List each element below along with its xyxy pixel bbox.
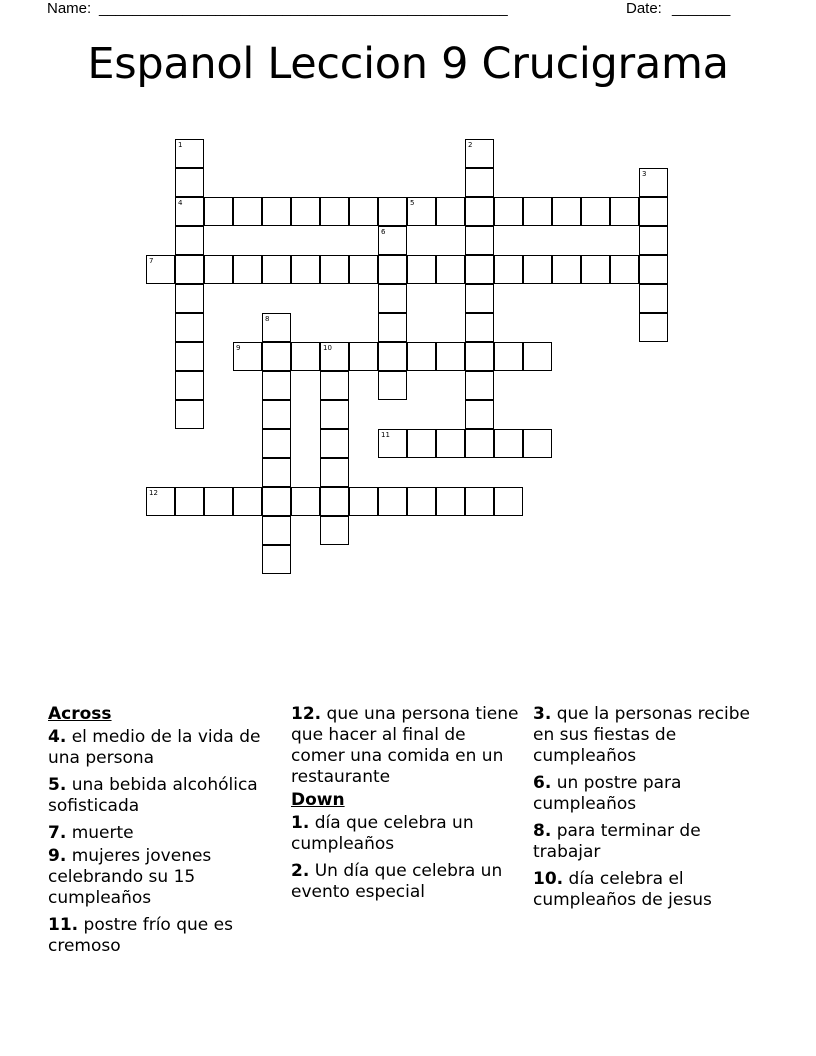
crossword-cell[interactable]: [349, 255, 378, 284]
crossword-cell[interactable]: [378, 487, 407, 516]
crossword-cell[interactable]: [204, 487, 233, 516]
crossword-cell[interactable]: [436, 197, 465, 226]
clue-number: 4.: [48, 727, 67, 747]
cell-number: 3: [642, 170, 647, 178]
cell-number: 12: [149, 489, 158, 497]
crossword-cell[interactable]: [262, 429, 291, 458]
clue-text: para terminar de trabajar: [533, 821, 701, 862]
crossword-cell[interactable]: [552, 255, 581, 284]
crossword-cell[interactable]: [233, 255, 262, 284]
clue-text: mujeres jovenes celebrando su 15 cumpleaños: [48, 846, 212, 908]
clue-text: un postre para cumpleaños: [533, 773, 682, 814]
crossword-cell[interactable]: [262, 458, 291, 487]
crossword-cell[interactable]: [407, 429, 436, 458]
crossword-cell[interactable]: [436, 487, 465, 516]
crossword-cell[interactable]: [320, 458, 349, 487]
clue-number: 2.: [291, 861, 310, 881]
crossword-cell[interactable]: [639, 255, 668, 284]
crossword-cell[interactable]: [639, 226, 668, 255]
crossword-cell[interactable]: [523, 429, 552, 458]
crossword-cell[interactable]: [175, 197, 204, 226]
crossword-cell[interactable]: [581, 255, 610, 284]
crossword-cell[interactable]: [378, 255, 407, 284]
crossword-cell[interactable]: [262, 255, 291, 284]
crossword-cell[interactable]: [465, 255, 494, 284]
crossword-cell[interactable]: [436, 342, 465, 371]
crossword-cell[interactable]: [465, 342, 494, 371]
date-blank[interactable]: _______: [672, 0, 731, 17]
clue-down-10: [533, 869, 765, 911]
crossword-cell[interactable]: [465, 313, 494, 342]
cell-number: 11: [381, 431, 390, 439]
crossword-cell[interactable]: [175, 400, 204, 429]
clue-number: 5.: [48, 775, 67, 795]
clue-across-4: [48, 727, 280, 769]
clue-across-5: [48, 775, 280, 817]
clue-number: 7.: [48, 823, 67, 843]
crossword-cell[interactable]: [204, 197, 233, 226]
crossword-cell[interactable]: [407, 197, 436, 226]
crossword-cell[interactable]: [407, 342, 436, 371]
cell-number: 9: [236, 344, 241, 352]
crossword-cell[interactable]: [175, 487, 204, 516]
clue-text: que la personas recibe en sus fiestas de cumpleaños: [533, 704, 751, 766]
crossword-cell[interactable]: [291, 342, 320, 371]
name-blank[interactable]: _________________________________________________: [99, 0, 508, 17]
clue-number: 9.: [48, 846, 67, 866]
crossword-cell[interactable]: [233, 197, 262, 226]
clue-text: muerte: [71, 823, 134, 843]
across-heading: Across: [48, 704, 112, 724]
crossword-cell[interactable]: [262, 487, 291, 516]
crossword-cell[interactable]: [175, 255, 204, 284]
clue-text: que una persona tiene que hacer al final de comer una comida en un restaurante: [291, 704, 519, 787]
crossword-cell[interactable]: [378, 197, 407, 226]
crossword-cell[interactable]: [175, 284, 204, 313]
crossword-cell[interactable]: [465, 371, 494, 400]
crossword-cell[interactable]: [320, 371, 349, 400]
cell-number: 1: [178, 141, 183, 149]
crossword-cell[interactable]: [465, 168, 494, 197]
clue-number: 11.: [48, 915, 79, 935]
clue-down-8: [533, 821, 765, 863]
clue-text: día celebra el cumpleaños de jesus: [533, 869, 712, 910]
crossword-cell[interactable]: [494, 197, 523, 226]
crossword-cell[interactable]: [523, 255, 552, 284]
clue-down-2: [291, 861, 523, 903]
crossword-cell[interactable]: [262, 516, 291, 545]
clue-number: 8.: [533, 821, 552, 841]
crossword-cell[interactable]: [262, 545, 291, 574]
crossword-cell[interactable]: [494, 429, 523, 458]
date-label: Date:: [626, 0, 662, 17]
crossword-cell[interactable]: [639, 313, 668, 342]
crossword-cell[interactable]: [378, 226, 407, 255]
crossword-cell[interactable]: [175, 168, 204, 197]
cell-number: 8: [265, 315, 270, 323]
crossword-cell[interactable]: [465, 197, 494, 226]
crossword-cell[interactable]: [378, 429, 407, 458]
clue-across-9: [48, 846, 280, 909]
crossword-cell[interactable]: [291, 255, 320, 284]
crossword-cell[interactable]: [262, 197, 291, 226]
clue-column-1: [48, 704, 280, 963]
crossword-cell[interactable]: [407, 255, 436, 284]
crossword-cell[interactable]: [320, 429, 349, 458]
name-label: Name:: [47, 0, 92, 17]
clue-down-1: [291, 813, 523, 855]
cell-number: 2: [468, 141, 473, 149]
crossword-cell[interactable]: [465, 429, 494, 458]
crossword-cell[interactable]: [523, 342, 552, 371]
clue-number: 6.: [533, 773, 552, 793]
crossword-cell[interactable]: [349, 487, 378, 516]
cell-number: 5: [410, 199, 415, 207]
crossword-cell[interactable]: [262, 400, 291, 429]
crossword-cell[interactable]: [378, 371, 407, 400]
crossword-cell[interactable]: [262, 342, 291, 371]
crossword-cell[interactable]: [465, 284, 494, 313]
crossword-cell[interactable]: [639, 284, 668, 313]
crossword-cell[interactable]: [639, 197, 668, 226]
crossword-cell[interactable]: [204, 255, 233, 284]
crossword-cell[interactable]: [146, 487, 175, 516]
cell-number: 6: [381, 228, 386, 236]
crossword-cell[interactable]: [494, 342, 523, 371]
cell-number: 4: [178, 199, 183, 207]
clue-text: postre frío que es cremoso: [48, 915, 233, 956]
crossword-cell[interactable]: [262, 371, 291, 400]
crossword-cell[interactable]: [581, 197, 610, 226]
cell-number: 10: [323, 344, 332, 352]
crossword-cell[interactable]: [320, 255, 349, 284]
crossword-cell[interactable]: [175, 371, 204, 400]
crossword-cell[interactable]: [378, 284, 407, 313]
crossword-cell[interactable]: [465, 139, 494, 168]
crossword-cell[interactable]: [465, 226, 494, 255]
page-title: Espanol Leccion 9 Crucigrama: [87, 39, 729, 89]
crossword-cell[interactable]: [465, 487, 494, 516]
clue-text: una bebida alcohólica sofisticada: [48, 775, 258, 816]
crossword-cell[interactable]: [233, 342, 262, 371]
clue-across-7: [48, 823, 280, 844]
crossword-cell[interactable]: [494, 255, 523, 284]
crossword-cell[interactable]: [552, 197, 581, 226]
clue-text: día que celebra un cumpleaños: [291, 813, 474, 854]
crossword-cell[interactable]: [349, 342, 378, 371]
crossword-cell[interactable]: [494, 487, 523, 516]
crossword-cell[interactable]: [639, 168, 668, 197]
crossword-cell[interactable]: [349, 197, 378, 226]
crossword-cell[interactable]: [465, 400, 494, 429]
crossword-cell[interactable]: [291, 487, 320, 516]
down-heading: Down: [291, 790, 345, 810]
crossword-cell[interactable]: [378, 313, 407, 342]
clue-text: el medio de la vida de una persona: [48, 727, 261, 768]
clue-number: 3.: [533, 704, 552, 724]
crossword-cell[interactable]: [291, 197, 320, 226]
clue-down-6: [533, 773, 765, 815]
clue-across-12: [291, 704, 523, 788]
crossword-cell[interactable]: [175, 342, 204, 371]
clue-column-3: [533, 704, 765, 917]
clue-number: 10.: [533, 869, 564, 889]
crossword-cell[interactable]: [436, 255, 465, 284]
clue-column-2: [291, 704, 523, 909]
crossword-cell[interactable]: [407, 487, 436, 516]
crossword-cell[interactable]: [320, 516, 349, 545]
clue-number: 1.: [291, 813, 310, 833]
crossword-cell[interactable]: [610, 255, 639, 284]
crossword-cell[interactable]: [320, 400, 349, 429]
crossword-cell[interactable]: [378, 342, 407, 371]
clue-number: 12.: [291, 704, 322, 724]
crossword-cell[interactable]: [320, 342, 349, 371]
crossword-cell[interactable]: [175, 226, 204, 255]
crossword-cell[interactable]: [320, 197, 349, 226]
crossword-cell[interactable]: [175, 139, 204, 168]
crossword-cell[interactable]: [610, 197, 639, 226]
crossword-cell[interactable]: [146, 255, 175, 284]
crossword-cell[interactable]: [320, 487, 349, 516]
clue-down-3: [533, 704, 765, 767]
crossword-cell[interactable]: [175, 313, 204, 342]
crossword-cell[interactable]: [436, 429, 465, 458]
clue-across-11: [48, 915, 280, 957]
crossword-cell[interactable]: [262, 313, 291, 342]
crossword-cell[interactable]: [523, 197, 552, 226]
cell-number: 7: [149, 257, 154, 265]
crossword-cell[interactable]: [233, 487, 262, 516]
clue-text: Un día que celebra un evento especial: [291, 861, 503, 902]
